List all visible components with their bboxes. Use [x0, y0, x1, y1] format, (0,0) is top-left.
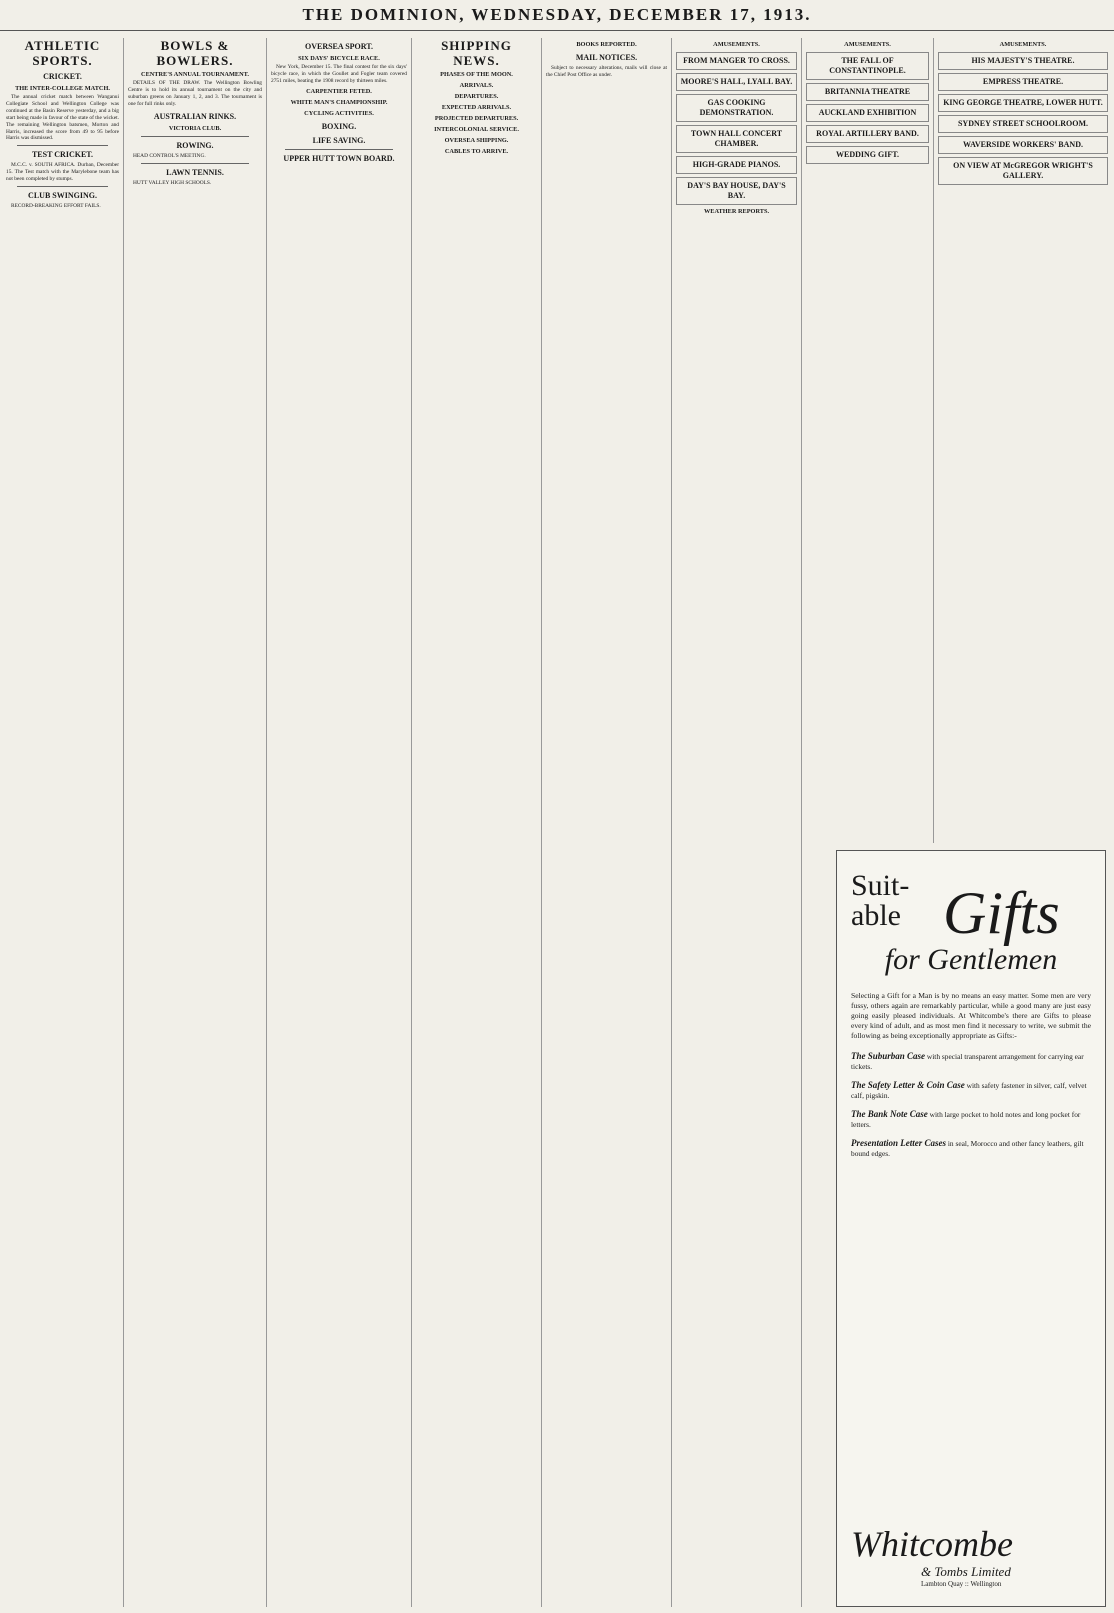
ad-item [851, 1051, 1091, 1072]
subheading: CABLES TO ARRIVE. [444, 148, 509, 155]
subheading: SIX DAYS' BICYCLE RACE. [298, 55, 380, 62]
article-paragraph: DETAILS OF THE DRAW. The Wellington Bowling Centre is to hold its annual tournament on the city and suburban greens on January 1, 2, and 3. The tournament is one for full rinks only. [128, 80, 262, 107]
ad-item-title: The Bank Note Case [851, 1109, 928, 1119]
ad-item-desc: in seal, Morocco and other fancy leathers, gilt bound edges. [851, 1139, 1084, 1158]
column-amusements-3 [934, 38, 1112, 843]
article-paragraph: Subject to necessary alterations, mails will close at the Chief Post Office as under. [546, 65, 667, 78]
advertisement [806, 125, 929, 143]
ad-title: ON VIEW AT McGREGOR WRIGHT'S GALLERY. [953, 161, 1093, 180]
column-amusements-2 [802, 38, 934, 843]
logo-address: Lambton Quay :: Wellington [921, 1580, 1002, 1588]
ad-title: FROM MANGER TO CROSS. [683, 56, 790, 65]
advertisement [806, 83, 929, 101]
ad-title: TOWN HALL CONCERT CHAMBER. [690, 129, 783, 148]
logo-subname: & Tombs Limited [921, 1564, 1011, 1579]
advertisement [938, 136, 1108, 154]
subheading: LIFE SAVING. [312, 135, 366, 145]
masthead [0, 0, 1114, 31]
subheading: PROJECTED DEPARTURES. [434, 115, 519, 122]
advertisement [806, 146, 929, 164]
subheading: CRICKET. [43, 72, 82, 81]
ad-item-desc: with special transparent arrangement for carrying ear tickets. [851, 1052, 1084, 1071]
ad-item [851, 1109, 1091, 1130]
ad-item [851, 1138, 1091, 1159]
ad-title: SYDNEY STREET SCHOOLROOM. [957, 119, 1089, 128]
subheading: ARRIVALS. [459, 82, 494, 89]
ad-title: THE FALL OF CONSTANTINOPLE. [829, 56, 906, 75]
subheading: WEATHER REPORTS. [703, 208, 770, 215]
subheading: INTERCOLONIAL SERVICE. [434, 126, 519, 133]
ad-able-line: able [851, 899, 901, 932]
subheading: ROWING. [176, 140, 214, 150]
ad-item-title: The Safety Letter & Coin Case [851, 1080, 965, 1090]
column-bowls [124, 38, 267, 1607]
subheading: TEST CRICKET. [31, 150, 94, 160]
column-amusements-1 [672, 38, 802, 1607]
ad-title: HIGH-GRADE PIANOS. [692, 160, 781, 169]
article-paragraph: HUTT VALLEY HIGH SCHOOLS. [133, 179, 212, 186]
ad-item-title: Presentation Letter Cases [851, 1138, 946, 1148]
section-heading: BOWLS & BOWLERS. [156, 38, 234, 68]
subheading: OVERSEA SPORT. [304, 42, 374, 51]
ad-title: GAS COOKING DEMONSTRATION. [699, 98, 774, 117]
article-paragraph: New York, December 15. The final contest for the six days' bicycle race, in which the Goullet and Fogler team covered 2751 miles, beating the 1908 record by thirteen miles. [271, 64, 407, 84]
ad-item [851, 1080, 1091, 1101]
advertisement [938, 73, 1108, 91]
ad-gifts-title: Gifts [943, 880, 1060, 946]
ad-title: KING GEORGE THEATRE, LOWER HUTT. [943, 98, 1103, 107]
advertisement [938, 94, 1108, 112]
subheading: CYCLING ACTIVITIES. [304, 109, 374, 117]
ad-title: EMPRESS THEATRE. [982, 77, 1064, 86]
column-shipping-mail [542, 38, 672, 1607]
subheading: AMUSEMENTS. [713, 41, 760, 48]
ad-title: BRITANNIA THEATRE [824, 87, 911, 96]
subheading: VICTORIA CLUB. [168, 124, 222, 132]
logo-name: Whitcombe [851, 1524, 1013, 1564]
gifts-advertisement [836, 850, 1106, 1607]
ad-item-title: The Suburban Case [851, 1051, 926, 1061]
subheading: UPPER HUTT TOWN BOARD. [283, 153, 395, 163]
advertisement [676, 94, 797, 122]
subheading: WHITE MAN'S CHAMPIONSHIP. [290, 98, 388, 106]
article-paragraph: HEAD CONTROL'S MEETING. [133, 152, 206, 159]
subheading: CLUB SWINGING. [28, 191, 97, 201]
advertisement [676, 73, 797, 91]
whitcombe-logo [851, 1524, 1091, 1588]
ad-title: HIS MAJESTY'S THEATRE. [971, 56, 1075, 65]
subheading: LAWN TENNIS. [166, 167, 224, 177]
subheading: PHASES OF THE MOON. [440, 71, 513, 78]
column-oversea-sport [267, 38, 412, 1607]
subheading: MAIL NOTICES. [575, 53, 638, 62]
advertisement [676, 125, 797, 153]
ad-title: AUCKLAND EXHIBITION [818, 108, 917, 117]
column-shipping-news [412, 38, 542, 1607]
subheading: DEPARTURES. [454, 93, 499, 100]
section-heading: SHIPPING NEWS. [441, 38, 512, 68]
advertisement [938, 157, 1108, 185]
advertisement [676, 177, 797, 205]
page-title: THE DOMINION, WEDNESDAY, DECEMBER 17, 1913. [302, 5, 812, 24]
advertisement [676, 52, 797, 70]
ad-title: MOORE'S HALL, LYALL BAY. [680, 77, 793, 86]
ad-for-gentlemen: for Gentlemen [884, 943, 1058, 976]
subheading: BOXING. [321, 121, 357, 131]
subheading: AMUSEMENTS. [844, 41, 891, 48]
advertisement [806, 104, 929, 122]
ad-body: Selecting a Gift for a Man is by no means an easy matter. Some men are very fussy, others again are remarkably particular, while a good many are just easy going easily pleased individuals. At Whitcombe's there are Gifts to please every kind of adult, and as most men find it necessary to write, we submit the following as being exceptionally appropriate as Gifts:- [851, 991, 1091, 1040]
section-heading: ATHLETIC SPORTS. [24, 38, 101, 68]
advertisement [676, 156, 797, 174]
ad-title: DAY'S BAY HOUSE, DAY'S BAY. [687, 181, 786, 200]
article-paragraph: RECORD-BREAKING EFFORT FAILS. [11, 203, 101, 210]
ad-item-desc: with safety fastener in silver, calf, velvet calf, pigskin. [851, 1081, 1087, 1100]
advertisement [938, 115, 1108, 133]
ad-title: WAVERSIDE WORKERS' BAND. [963, 140, 1083, 149]
advertisement [938, 52, 1108, 70]
column-athletic-sports [2, 38, 124, 1607]
subheading: CENTRE'S ANNUAL TOURNAMENT. [141, 71, 249, 78]
advertisement [806, 52, 929, 80]
subheading: AMUSEMENTS. [999, 41, 1047, 48]
subheading: AUSTRALIAN RINKS. [153, 111, 237, 121]
ad-suit-line: Suit- [851, 869, 910, 902]
subheading: BOOKS REPORTED. [576, 41, 637, 48]
article-paragraph: M.C.C. v. SOUTH AFRICA. Durban, December 15. The Test match with the Marylebone team has not been completed by stumps. [6, 162, 119, 183]
subheading: EXPECTED ARRIVALS. [441, 104, 512, 111]
ad-title: WEDDING GIFT. [836, 150, 899, 159]
ad-item-desc: with large pocket to hold notes and long pocket for letters. [851, 1110, 1081, 1129]
subheading: OVERSEA SHIPPING. [444, 137, 509, 144]
ad-title: ROYAL ARTILLERY BAND. [816, 129, 919, 138]
article-paragraph: The annual cricket match between Wanganui Collegiate School and Wellington College was continued at the Basin Reserve yesterday, and a big start being made in favour of the state of the wicket. The remaining Wellington batsmen, Morton and Harris, increased the score from 49 to 95 before Harris was dismissed. [6, 94, 119, 142]
subheading: THE INTER-COLLEGE MATCH. [15, 85, 110, 92]
subheading: CARPENTIER FETED. [306, 87, 372, 95]
